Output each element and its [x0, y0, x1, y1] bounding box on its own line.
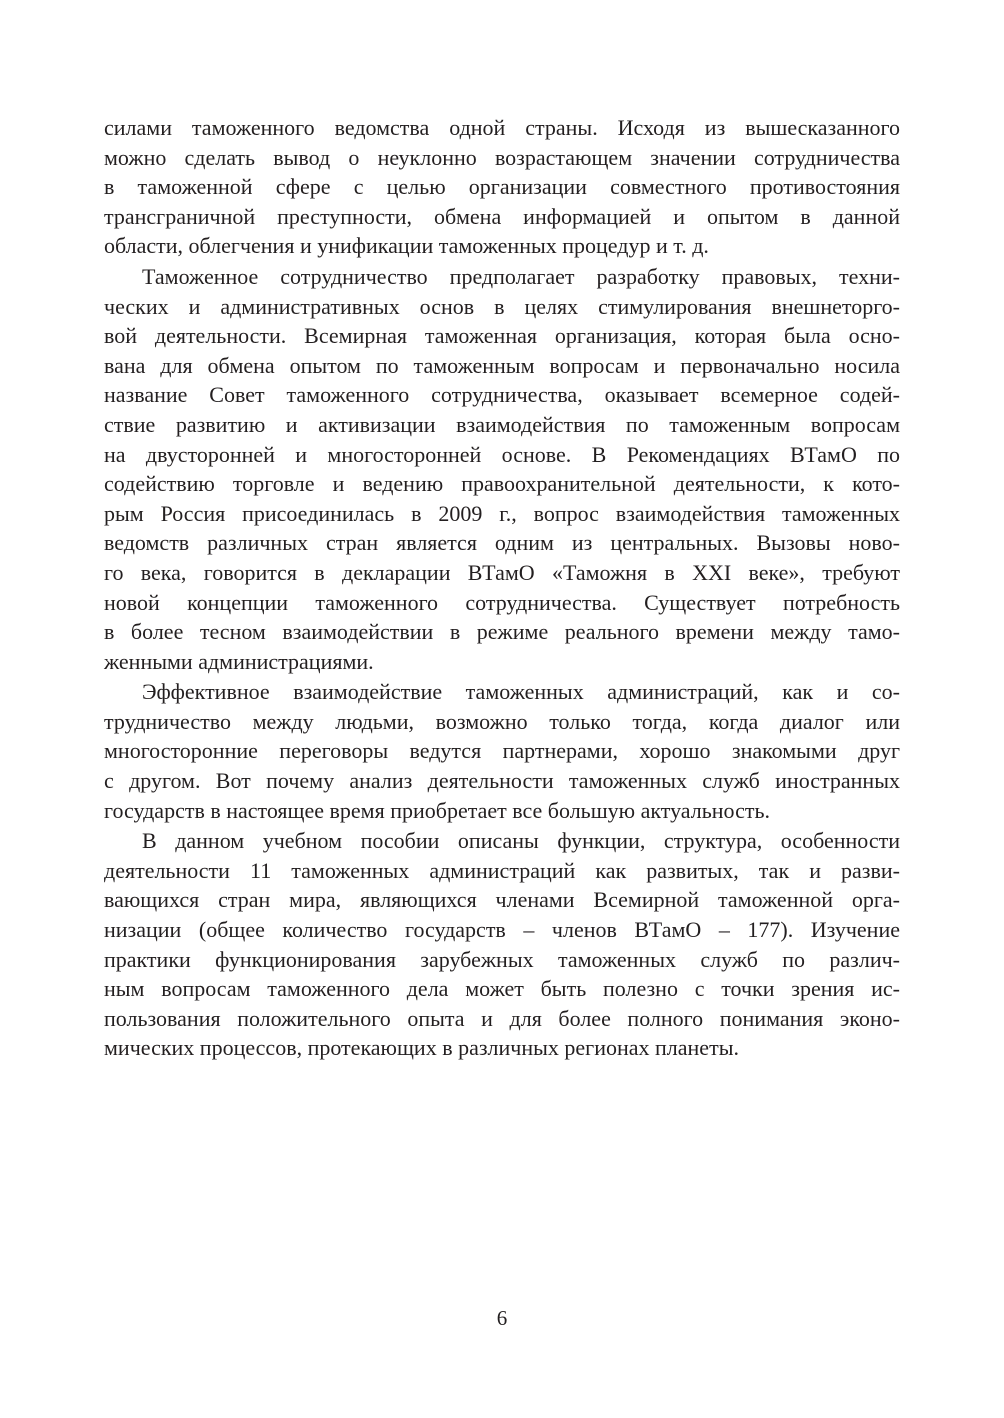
paragraph-2 [104, 262, 900, 676]
text-line: можно сделать вывод о неуклонно возрастающем значении сотрудничества [104, 144, 900, 170]
text-line: содействию торговле и ведению правоохранительной деятельности, к кото- [104, 471, 900, 497]
text-line: название Совет таможенного сотрудничества, оказывает всемерное содей- [104, 382, 900, 408]
text-line: силами таможенного ведомства одной страны. Исходя из вышесказанного [104, 115, 900, 140]
text-line: в таможенной сфере с целью организации совместного противостояния [104, 174, 900, 200]
body-text [104, 113, 900, 1064]
paragraph-3 [104, 677, 900, 825]
text-line: трансграничной преступности, обмена информацией и опытом в данной [104, 203, 900, 229]
paragraph-4 [104, 826, 900, 1063]
text-line: ствие развитию и активизации взаимодействия по таможенным вопросам [104, 411, 900, 437]
text-line: на двусторонней и многосторонней основе. В Рекомендациях ВТамО по [104, 441, 900, 467]
text-line: государств в настоящее время приобретает все большую актуальность. [104, 797, 770, 823]
text-line: области, облегчения и унификации таможенных процедур и т. д. [104, 233, 709, 259]
text-line: ческих и административных основ в целях стимулирования внешнеторго- [104, 293, 900, 319]
text-line: низации (общее количество государств – членов ВТамО – 177). Изучение [104, 917, 900, 943]
text-line: Таможенное сотрудничество предполагает разработку правовых, техни- [142, 263, 900, 289]
text-line: трудничество между людьми, возможно только тогда, когда диалог или [104, 708, 900, 734]
text-line: рым Россия присоединилась в 2009 г., вопрос взаимодействия таможенных [104, 500, 900, 526]
text-line: мических процессов, протекающих в различных регионах планеты. [104, 1035, 739, 1061]
text-line: многосторонние переговоры ведутся партнерами, хорошо знакомыми друг [104, 738, 900, 764]
text-line: новой концепции таможенного сотрудничества. Существует потребность [104, 589, 900, 615]
text-line: деятельности 11 таможенных администраций как развитых, так и разви- [104, 857, 900, 883]
text-line: с другом. Вот почему анализ деятельности таможенных служб иностранных [104, 768, 900, 794]
text-line: вана для обмена опытом по таможенным вопросам и первоначально носила [104, 352, 900, 378]
text-line: ным вопросам таможенного дела может быть полезно с точки зрения ис- [104, 976, 900, 1002]
text-line: В данном учебном пособии описаны функции, структура, особенности [142, 828, 900, 854]
text-line: в более тесном взаимодействии в режиме реального времени между тамо- [104, 619, 900, 645]
text-line: го века, говорится в декларации ВТамО «Таможня в XXI веке», требуют [104, 559, 900, 585]
text-line: женными администрациями. [104, 648, 374, 674]
text-line: практики функционирования зарубежных таможенных служб по различ- [104, 946, 900, 972]
text-line: Эффективное взаимодействие таможенных администраций, как и со- [142, 679, 900, 705]
text-line: пользования положительного опыта и для более полного понимания эконо- [104, 1005, 900, 1031]
page-number: 6 [496, 1306, 508, 1330]
text-line: ведомств различных стран является одним из центральных. Вызовы ново- [104, 530, 900, 556]
paragraph-1 [104, 113, 900, 261]
text-line: вой деятельности. Всемирная таможенная организация, которая была осно- [104, 323, 900, 349]
text-line: вающихся стран мира, являющихся членами Всемирной таможенной орга- [104, 887, 900, 913]
